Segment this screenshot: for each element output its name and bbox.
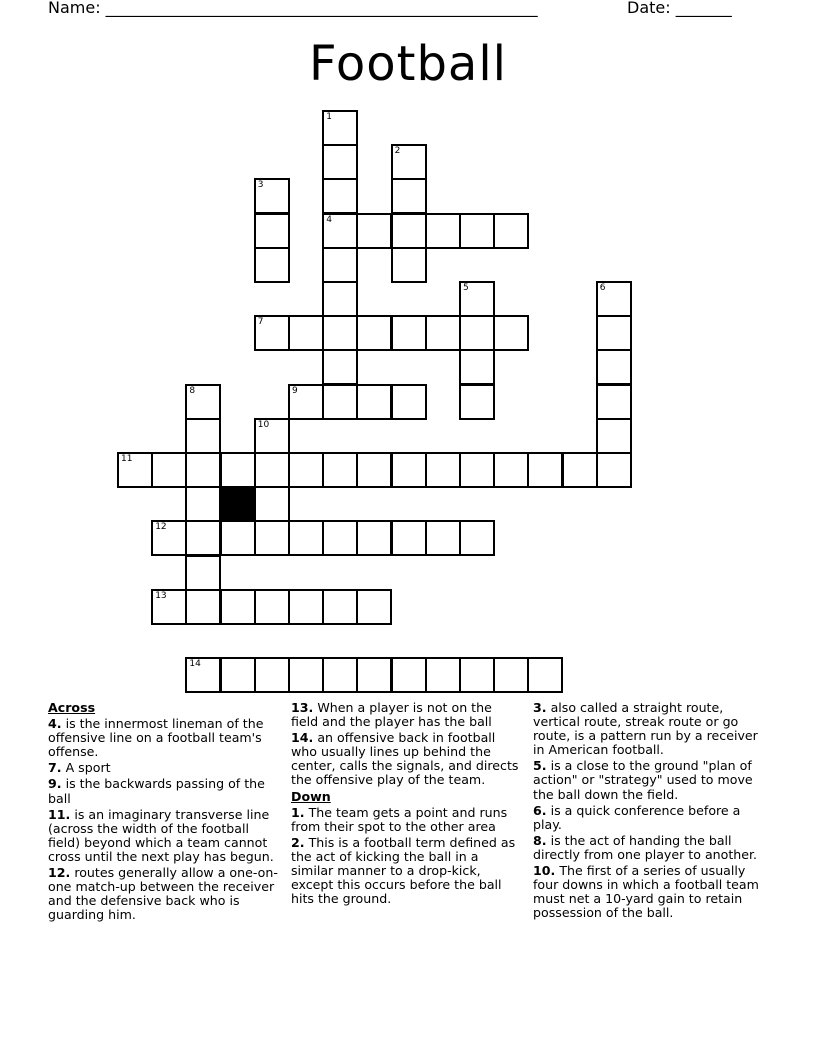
crossword-cell[interactable] — [425, 213, 461, 249]
crossword-cell[interactable] — [356, 213, 392, 249]
crossword-cell[interactable] — [151, 452, 187, 488]
clue-number: 5 — [463, 283, 469, 293]
crossword-cell[interactable] — [151, 589, 187, 625]
clue — [533, 804, 767, 832]
crossword-cell[interactable] — [254, 247, 290, 283]
crossword-cell[interactable] — [185, 452, 221, 488]
crossword-cell[interactable] — [322, 452, 358, 488]
clue-number: 12. — [48, 865, 71, 881]
clue-number: 1. — [291, 804, 305, 820]
crossword-cell[interactable] — [322, 110, 358, 146]
clue-text: an offensive back in football who usually lines up behind the center, calls the signals, and directs the offensive play of the team. — [291, 730, 519, 788]
clue-text: is the backwards passing of the ball — [48, 776, 265, 806]
crossword-cell[interactable] — [356, 384, 392, 420]
clue-number: 10. — [533, 863, 556, 879]
crossword-cell[interactable] — [356, 452, 392, 488]
crossword-cell[interactable] — [220, 657, 256, 693]
crossword-cell[interactable] — [562, 452, 598, 488]
crossword-cell[interactable] — [493, 213, 529, 249]
clue-number: 13 — [155, 590, 167, 601]
clue-text: is a quick conference before a play. — [533, 802, 741, 832]
crossword-cell[interactable] — [220, 452, 256, 488]
clue-number: 6 — [599, 283, 606, 293]
crossword-cell[interactable] — [391, 384, 427, 420]
crossword-cell[interactable] — [391, 520, 427, 556]
clue-number: 11. — [48, 806, 71, 822]
crossword-cell[interactable] — [596, 384, 632, 420]
crossword-cell[interactable] — [596, 418, 632, 454]
clue-number: 1 — [326, 112, 332, 122]
clue-number: 4. — [48, 716, 62, 732]
crossword-cell[interactable] — [254, 657, 290, 693]
crossword-cell[interactable] — [185, 418, 221, 454]
crossword-cell[interactable] — [459, 657, 495, 693]
clue-number: 11 — [121, 454, 133, 464]
crossword-black-cell — [220, 486, 256, 522]
clue-text: is the innermost lineman of the offensive line on a football team's offense. — [48, 716, 264, 760]
clue-text: is an imaginary transverse line (across the width of the football field) beyond which a team cannot cross until the next play has begun. — [48, 806, 274, 864]
clue-number: 13. — [291, 700, 314, 715]
clue-text: This is a football term defined as the act of kicking the ball in a similar manner to a drop-kick, except this occurs before the ball hits the ground. — [291, 834, 516, 907]
crossword-cell[interactable] — [288, 520, 324, 556]
clue-number: 8. — [533, 832, 547, 848]
clue-text: routes generally allow a one-on-one match-up between the receiver and the defensive back who is guarding him. — [48, 865, 278, 923]
crossword-cell[interactable] — [459, 213, 495, 249]
crossword-cell[interactable] — [459, 384, 495, 420]
crossword-cell[interactable] — [322, 281, 358, 317]
clue — [48, 866, 280, 922]
page-title: Football — [308, 36, 507, 92]
clue-text: When a player is not on the field and the player has the ball — [291, 700, 492, 730]
date-field-label: Date: _______ — [627, 0, 732, 17]
crossword-cell[interactable] — [459, 315, 495, 351]
clue — [291, 806, 519, 834]
crossword-cell[interactable] — [391, 144, 427, 180]
clues-column-2 — [291, 701, 519, 908]
crossword-cell[interactable] — [596, 281, 632, 317]
crossword-cell[interactable] — [527, 452, 563, 488]
across-heading: Across — [48, 700, 96, 715]
crossword-cell[interactable] — [459, 349, 495, 385]
crossword-cell[interactable] — [254, 486, 290, 522]
crossword-cell[interactable] — [527, 657, 563, 693]
crossword-cell[interactable] — [425, 657, 461, 693]
crossword-cell[interactable] — [596, 315, 632, 351]
crossword-cell[interactable] — [322, 349, 358, 385]
crossword-cell[interactable] — [425, 520, 461, 556]
clue-text: also called a straight route, vertical route, streak route or go route, is a pattern run by a receiver in American football. — [533, 700, 758, 758]
crossword-cell[interactable] — [220, 520, 256, 556]
clue — [533, 834, 767, 862]
crossword-cell[interactable] — [288, 452, 324, 488]
crossword-cell[interactable] — [596, 452, 632, 488]
clue-text: A sport — [61, 760, 111, 776]
clue-number: 6. — [533, 802, 547, 818]
clue-text: is the act of handing the ball directly from one player to another. — [533, 832, 758, 862]
crossword-cell[interactable] — [254, 589, 290, 625]
crossword-cell[interactable] — [356, 520, 392, 556]
crossword-cell[interactable] — [391, 247, 427, 283]
crossword-cell[interactable] — [220, 589, 256, 625]
crossword-cell[interactable] — [493, 452, 529, 488]
clue — [291, 701, 519, 729]
crossword-cell[interactable] — [459, 520, 495, 556]
clue — [48, 761, 280, 775]
crossword-cell[interactable] — [151, 520, 187, 556]
clue — [48, 808, 280, 864]
crossword-cell[interactable] — [288, 657, 324, 693]
clue-number: 14. — [291, 730, 314, 746]
crossword-cell[interactable] — [254, 315, 290, 351]
name-field-label: Name: ______________________________________________________ — [48, 0, 538, 17]
crossword-cell[interactable] — [185, 384, 221, 420]
crossword-cell[interactable] — [356, 589, 392, 625]
crossword-cell[interactable] — [459, 452, 495, 488]
crossword-cell[interactable] — [322, 247, 358, 283]
crossword-cell[interactable] — [254, 178, 290, 214]
clue-text: The first of a series of usually four downs in which a football team must net a 10-yard gain to retain possession of the ball. — [533, 863, 759, 921]
crossword-cell[interactable] — [185, 520, 221, 556]
clue-number: 3. — [533, 700, 547, 715]
crossword-cell[interactable] — [254, 418, 290, 454]
clue — [291, 731, 519, 787]
crossword-cell[interactable] — [254, 520, 290, 556]
crossword-cell[interactable] — [322, 213, 358, 249]
crossword-cell[interactable] — [322, 520, 358, 556]
crossword-cell[interactable] — [322, 589, 358, 625]
clue-number: 5. — [533, 758, 547, 774]
crossword-cell[interactable] — [117, 452, 153, 488]
clue-number: 7. — [48, 760, 62, 776]
clue-text: is a close to the ground "plan of action" or "strategy" used to move the ball down the field. — [533, 758, 753, 802]
down-heading: Down — [291, 788, 331, 804]
clue-number: 12 — [155, 522, 167, 533]
crossword-cell[interactable] — [254, 452, 290, 488]
clue-number: 9. — [48, 776, 62, 792]
crossword-cell[interactable] — [391, 213, 427, 249]
clue-number: 9 — [292, 385, 298, 396]
clue-number: 3 — [257, 180, 264, 191]
crossword-cell[interactable] — [322, 315, 358, 351]
clue-number: 10 — [257, 419, 270, 430]
crossword-cell[interactable] — [493, 657, 529, 693]
clues-column-3 — [533, 701, 767, 922]
crossword-cell[interactable] — [459, 281, 495, 317]
clues-column-1 — [48, 701, 280, 924]
crossword-cell[interactable] — [288, 384, 324, 420]
clue — [291, 836, 519, 906]
crossword-cell[interactable] — [356, 315, 392, 351]
crossword-cell[interactable] — [322, 384, 358, 420]
crossword-cell[interactable] — [391, 657, 427, 693]
crossword-cell[interactable] — [288, 589, 324, 625]
crossword-cell[interactable] — [185, 657, 221, 693]
crossword-cell[interactable] — [288, 315, 324, 351]
clue-number: 4 — [326, 214, 332, 225]
crossword-cell[interactable] — [322, 178, 358, 214]
clue — [533, 864, 767, 920]
crossword-cell[interactable] — [254, 213, 290, 249]
clue — [533, 759, 767, 801]
crossword-cell[interactable] — [596, 349, 632, 385]
clue-number: 2 — [394, 146, 401, 157]
clue-number: 7 — [257, 317, 264, 328]
crossword-cell[interactable] — [322, 144, 358, 180]
crossword-cell[interactable] — [391, 178, 427, 214]
crossword-cell[interactable] — [185, 486, 221, 522]
crossword-cell[interactable] — [425, 315, 461, 351]
crossword-cell[interactable] — [322, 657, 358, 693]
clue — [48, 717, 280, 759]
crossword-cell[interactable] — [356, 657, 392, 693]
clue — [533, 701, 767, 757]
clue-number: 2. — [291, 834, 305, 850]
clue-text: The team gets a point and runs from their spot to the other area — [291, 804, 508, 834]
crossword-cell[interactable] — [391, 452, 427, 488]
crossword-cell[interactable] — [391, 315, 427, 351]
clue-number: 14 — [189, 659, 201, 670]
crossword-cell[interactable] — [493, 315, 529, 351]
clue — [48, 777, 280, 805]
crossword-cell[interactable] — [185, 555, 221, 591]
crossword-cell[interactable] — [425, 452, 461, 488]
clue-number: 8 — [189, 385, 196, 396]
crossword-cell[interactable] — [185, 589, 221, 625]
